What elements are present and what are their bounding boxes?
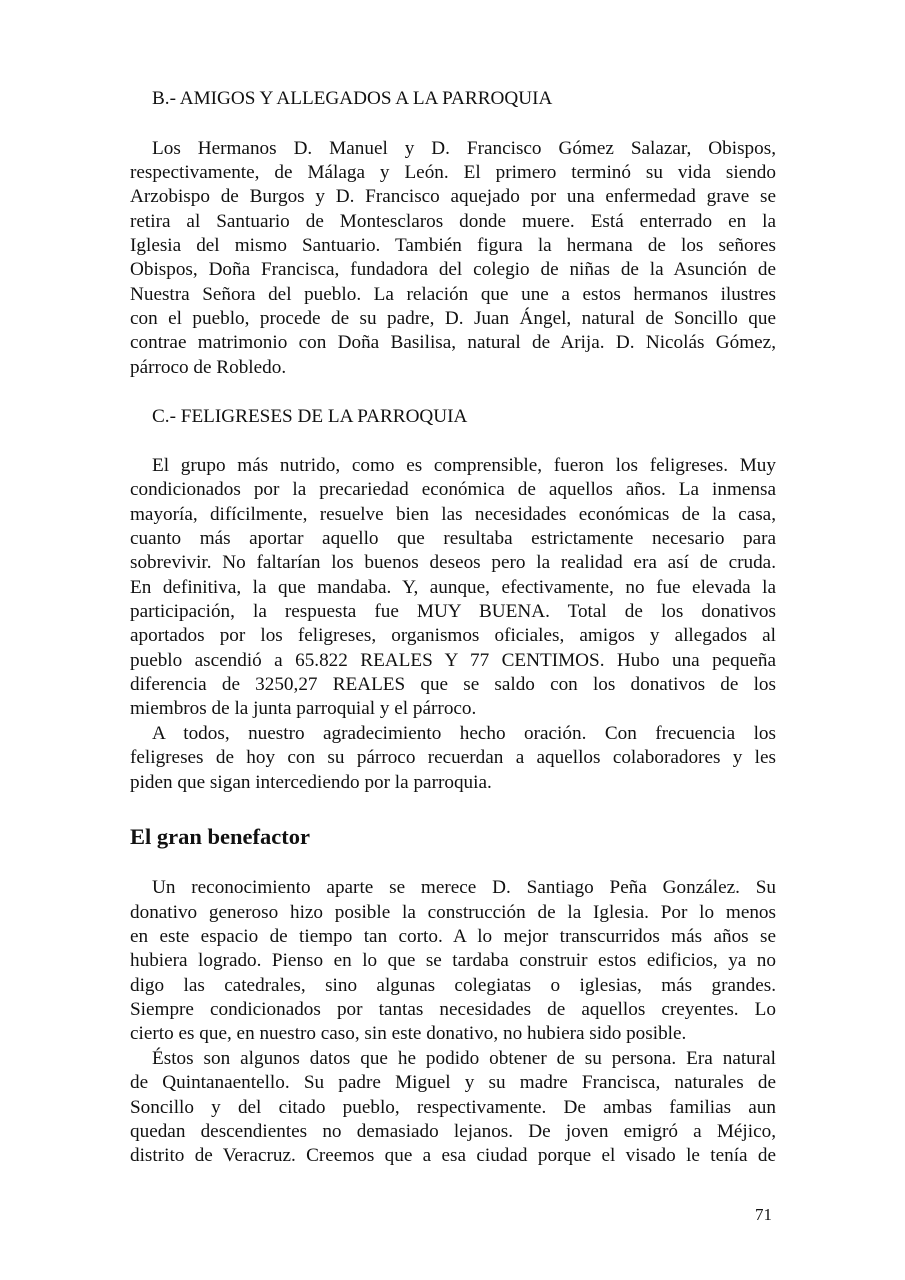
text-line: quedan descendientes no demasiado lejanos. De joven emigró a Méjico, [130, 1121, 776, 1142]
text-line: En definitiva, la que mandaba. Y, aunque, efectivamente, no fue elevada la [130, 577, 776, 598]
text-line: participación, la respuesta fue MUY BUENA. Total de los donativos [130, 601, 776, 622]
text-line: en este espacio de tiempo tan corto. A lo mejor transcurridos más años se [130, 926, 776, 947]
text-line: retira al Santuario de Montesclaros donde muere. Está enterrado en la [130, 211, 776, 232]
text-line: A todos, nuestro agradecimiento hecho oración. Con frecuencia los [152, 723, 776, 744]
text-line: Siempre condicionados por tantas necesidades de aquellos creyentes. Lo [130, 999, 776, 1020]
section-c-title: C.- FELIGRESES DE LA PARROQUIA [152, 406, 468, 427]
text-line: condicionados por la precariedad económica de aquellos años. La inmensa [130, 479, 776, 500]
text-line: Iglesia del mismo Santuario. También figura la hermana de los señores [130, 235, 776, 256]
text-line: Un reconocimiento aparte se merece D. Santiago Peña González. Su [152, 877, 776, 898]
section-b-title: B.- AMIGOS Y ALLEGADOS A LA PARROQUIA [152, 88, 553, 109]
text-line: cuanto más aportar aquello que resultaba estrictamente necesario para [130, 528, 776, 549]
text-line: donativo generoso hizo posible la construcción de la Iglesia. Por lo menos [130, 902, 776, 923]
text-line: sobrevivir. No faltarían los buenos deseos pero la realidad era así de cruda. [130, 552, 776, 573]
text-line: párroco de Robledo. [130, 357, 287, 378]
text-line: El grupo más nutrido, como es comprensible, fueron los feligreses. Muy [152, 455, 776, 476]
text-line: miembros de la junta parroquial y el párroco. [130, 698, 477, 719]
text-line: Soncillo y del citado pueblo, respectivamente. De ambas familias aun [130, 1097, 776, 1118]
text-line: respectivamente, de Málaga y León. El primero terminó su vida siendo [130, 162, 776, 183]
text-line: mayoría, difícilmente, resuelve bien las necesidades económicas de la casa, [130, 504, 776, 525]
text-line: Los Hermanos D. Manuel y D. Francisco Gómez Salazar, Obispos, [152, 138, 776, 159]
text-line: feligreses de hoy con su párroco recuerdan a aquellos colaboradores y les [130, 747, 776, 768]
text-line: Nuestra Señora del pueblo. La relación que une a estos hermanos ilustres [130, 284, 776, 305]
page-number: 71 [755, 1205, 772, 1224]
text-line: distrito de Veracruz. Creemos que a esa ciudad porque el visado le tenía de [130, 1145, 776, 1166]
text-line: cierto es que, en nuestro caso, sin este donativo, no hubiera sido posible. [130, 1023, 687, 1044]
text-line: hubiera logrado. Pienso en lo que se tardaba construir estos edificios, ya no [130, 950, 776, 971]
text-line: Éstos son algunos datos que he podido obtener de su persona. Era natural [152, 1048, 776, 1069]
text-line: Obispos, Doña Francisca, fundadora del colegio de niñas de la Asunción de [130, 259, 776, 280]
text-line: piden que sigan intercediendo por la parroquia. [130, 772, 492, 793]
text-line: aportados por los feligreses, organismos oficiales, amigos y allegados al [130, 625, 776, 646]
text-line: diferencia de 3250,27 REALES que se saldo con los donativos de los [130, 674, 776, 695]
text-line: con el pueblo, procede de su padre, D. Juan Ángel, natural de Soncillo que [130, 308, 776, 329]
text-line: de Quintanaentello. Su padre Miguel y su madre Francisca, naturales de [130, 1072, 776, 1093]
text-line: contrae matrimonio con Doña Basilisa, natural de Arija. D. Nicolás Gómez, [130, 332, 776, 353]
text-line: Arzobispo de Burgos y D. Francisco aquejado por una enfermedad grave se [130, 186, 776, 207]
text-line: pueblo ascendió a 65.822 REALES Y 77 CENTIMOS. Hubo una pequeña [130, 650, 776, 671]
section-heading-benefactor: El gran benefactor [130, 824, 310, 849]
text-line: digo las catedrales, sino algunas colegiatas o iglesias, más grandes. [130, 975, 776, 996]
